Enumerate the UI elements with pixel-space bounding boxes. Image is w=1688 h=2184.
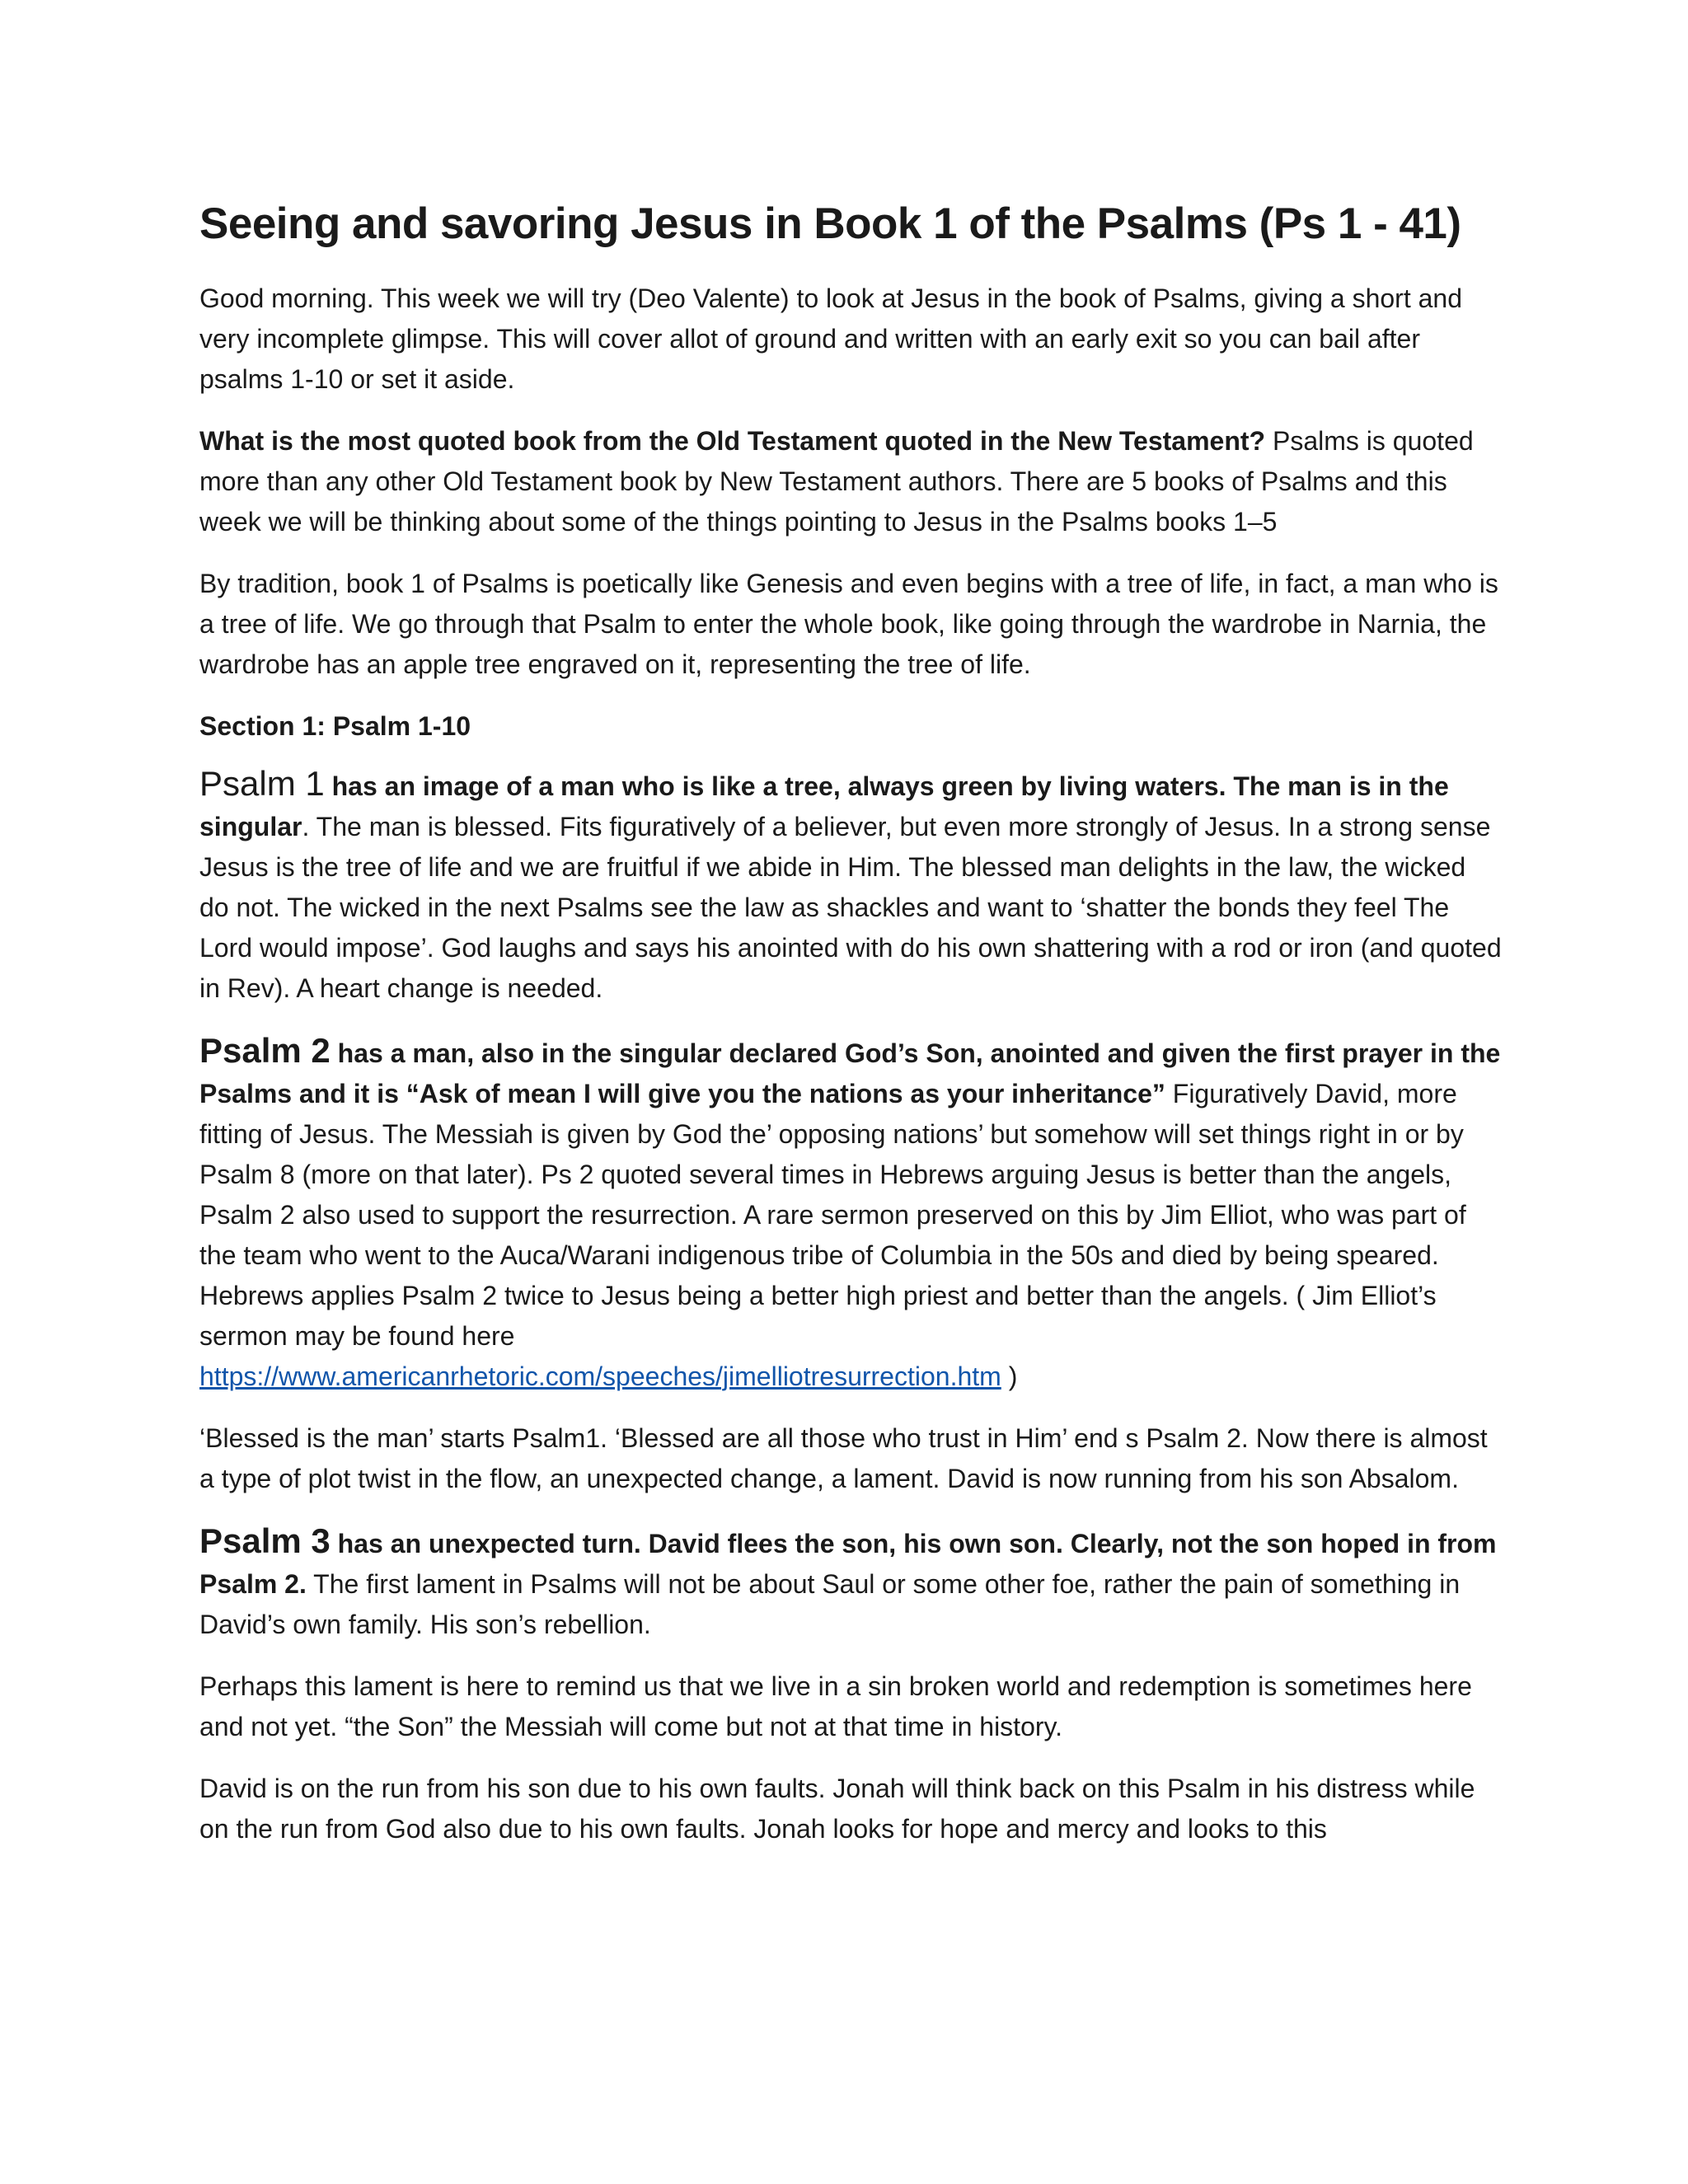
question-answer: Psalms is quoted more than any other Old Testament book by New Testament authors. There are 5 books of Psalms and this week we will be thinking about some of the things pointing to Jesus in the Psalms books 1–5 bbox=[199, 425, 1474, 537]
tradition-paragraph: By tradition, book 1 of Psalms is poetically like Genesis and even begins with a tree of life, in fact, a man who is a tree of life. We go through that Psalm to enter the whole book, like going through the wardrobe in Narnia, the wardrobe has an apple tree engraved on it, representing the tree of life. bbox=[199, 568, 1498, 679]
psalm2-close: ) bbox=[1001, 1361, 1018, 1391]
document-page bbox=[199, 198, 1502, 1871]
question-bold: What is the most quoted book from the Old Testament quoted in the New Testament? bbox=[199, 425, 1266, 456]
psalm1-label: Psalm 1 bbox=[199, 763, 325, 803]
page-title: Seeing and savoring Jesus in Book 1 of the Psalms (Ps 1 - 41) bbox=[199, 199, 1461, 248]
psalm3-paragraph bbox=[199, 1521, 1502, 1645]
psalm1-paragraph bbox=[199, 763, 1502, 1009]
psalm1-text: . The man is blessed. Fits figuratively of a believer, but even more strongly of Jesus. In a strong sense Jesus is the tree of life and we are fruitful if we abide in Him. The blessed man delights in the law, the wicked do not. The wicked in the next Psalms see the law as shackles and want to ‘shatter the bonds they feel The Lord would impose’. God laughs and says his anointed with do his own shattering with a rod or iron (and quoted in Rev). A heart change is needed. bbox=[199, 811, 1502, 1003]
psalm3-text: The first lament in Psalms will not be about Saul or some other foe, rather the pain of something in David’s own family. His son’s rebellion. bbox=[199, 1568, 1461, 1639]
question-paragraph bbox=[199, 421, 1502, 542]
psalm2-label: Psalm 2 bbox=[199, 1030, 331, 1070]
david-run-paragraph: David is on the run from his son due to his own faults. Jonah will think back on this Psalm in his distress while on the run from God also due to his own faults. Jonah looks for hope and mercy and looks to this bbox=[199, 1773, 1475, 1844]
perhaps-paragraph: Perhaps this lament is here to remind us that we live in a sin broken world and redemption is sometimes here and not yet. “the Son” the Messiah will come but not at that time in history. bbox=[199, 1671, 1472, 1741]
sermon-link[interactable]: https://www.americanrhetoric.com/speeches/jimelliotresurrection.htm bbox=[199, 1361, 1001, 1391]
psalm3-bold: has an unexpected turn. David flees the son, his own son. Clearly, not the son hoped in from Psalm 2. bbox=[199, 1528, 1497, 1599]
psalm2-bold: has a man, also in the singular declared God’s Son, anointed and given the first prayer in the Psalms and it is “Ask of mean I will give you the nations as your inheritance” bbox=[199, 1038, 1501, 1108]
psalm1-bold: has an image of a man who is like a tree, always green by living waters. The man is in the singular bbox=[199, 771, 1449, 841]
section-heading: Section 1: Psalm 1-10 bbox=[199, 710, 471, 741]
blessed-paragraph: ‘Blessed is the man’ starts Psalm1. ‘Blessed are all those who trust in Him’ end s Psalm 2. Now there is almost a type of plot twist in the flow, an unexpected change, a lament. David is now running from his son Absalom. bbox=[199, 1422, 1488, 1493]
psalm2-text: Figuratively David, more fitting of Jesus. The Messiah is given by God the’ opposing nations’ but somehow will set things right in or by Psalm 8 (more on that later). Ps 2 quoted several times in Hebrews arguing Jesus is better than the angels, Psalm 2 also used to support the resurrection. A rare sermon preserved on this by Jim Elliot, who was part of the team who went to the Auca/Warani indigenous tribe of Columbia in the 50s and died by being speared. Hebrews applies Psalm 2 twice to Jesus being a better high priest and better than the angels. ( Jim Elliot’s sermon may be found here bbox=[199, 1078, 1466, 1351]
psalm3-label: Psalm 3 bbox=[199, 1521, 331, 1560]
intro-paragraph: Good morning. This week we will try (Deo Valente) to look at Jesus in the book of Psalms, giving a short and very incomplete glimpse. This will cover allot of ground and written with an early exit so you can bail after psalms 1-10 or set it aside. bbox=[199, 283, 1462, 394]
psalm2-paragraph bbox=[199, 1030, 1502, 1397]
